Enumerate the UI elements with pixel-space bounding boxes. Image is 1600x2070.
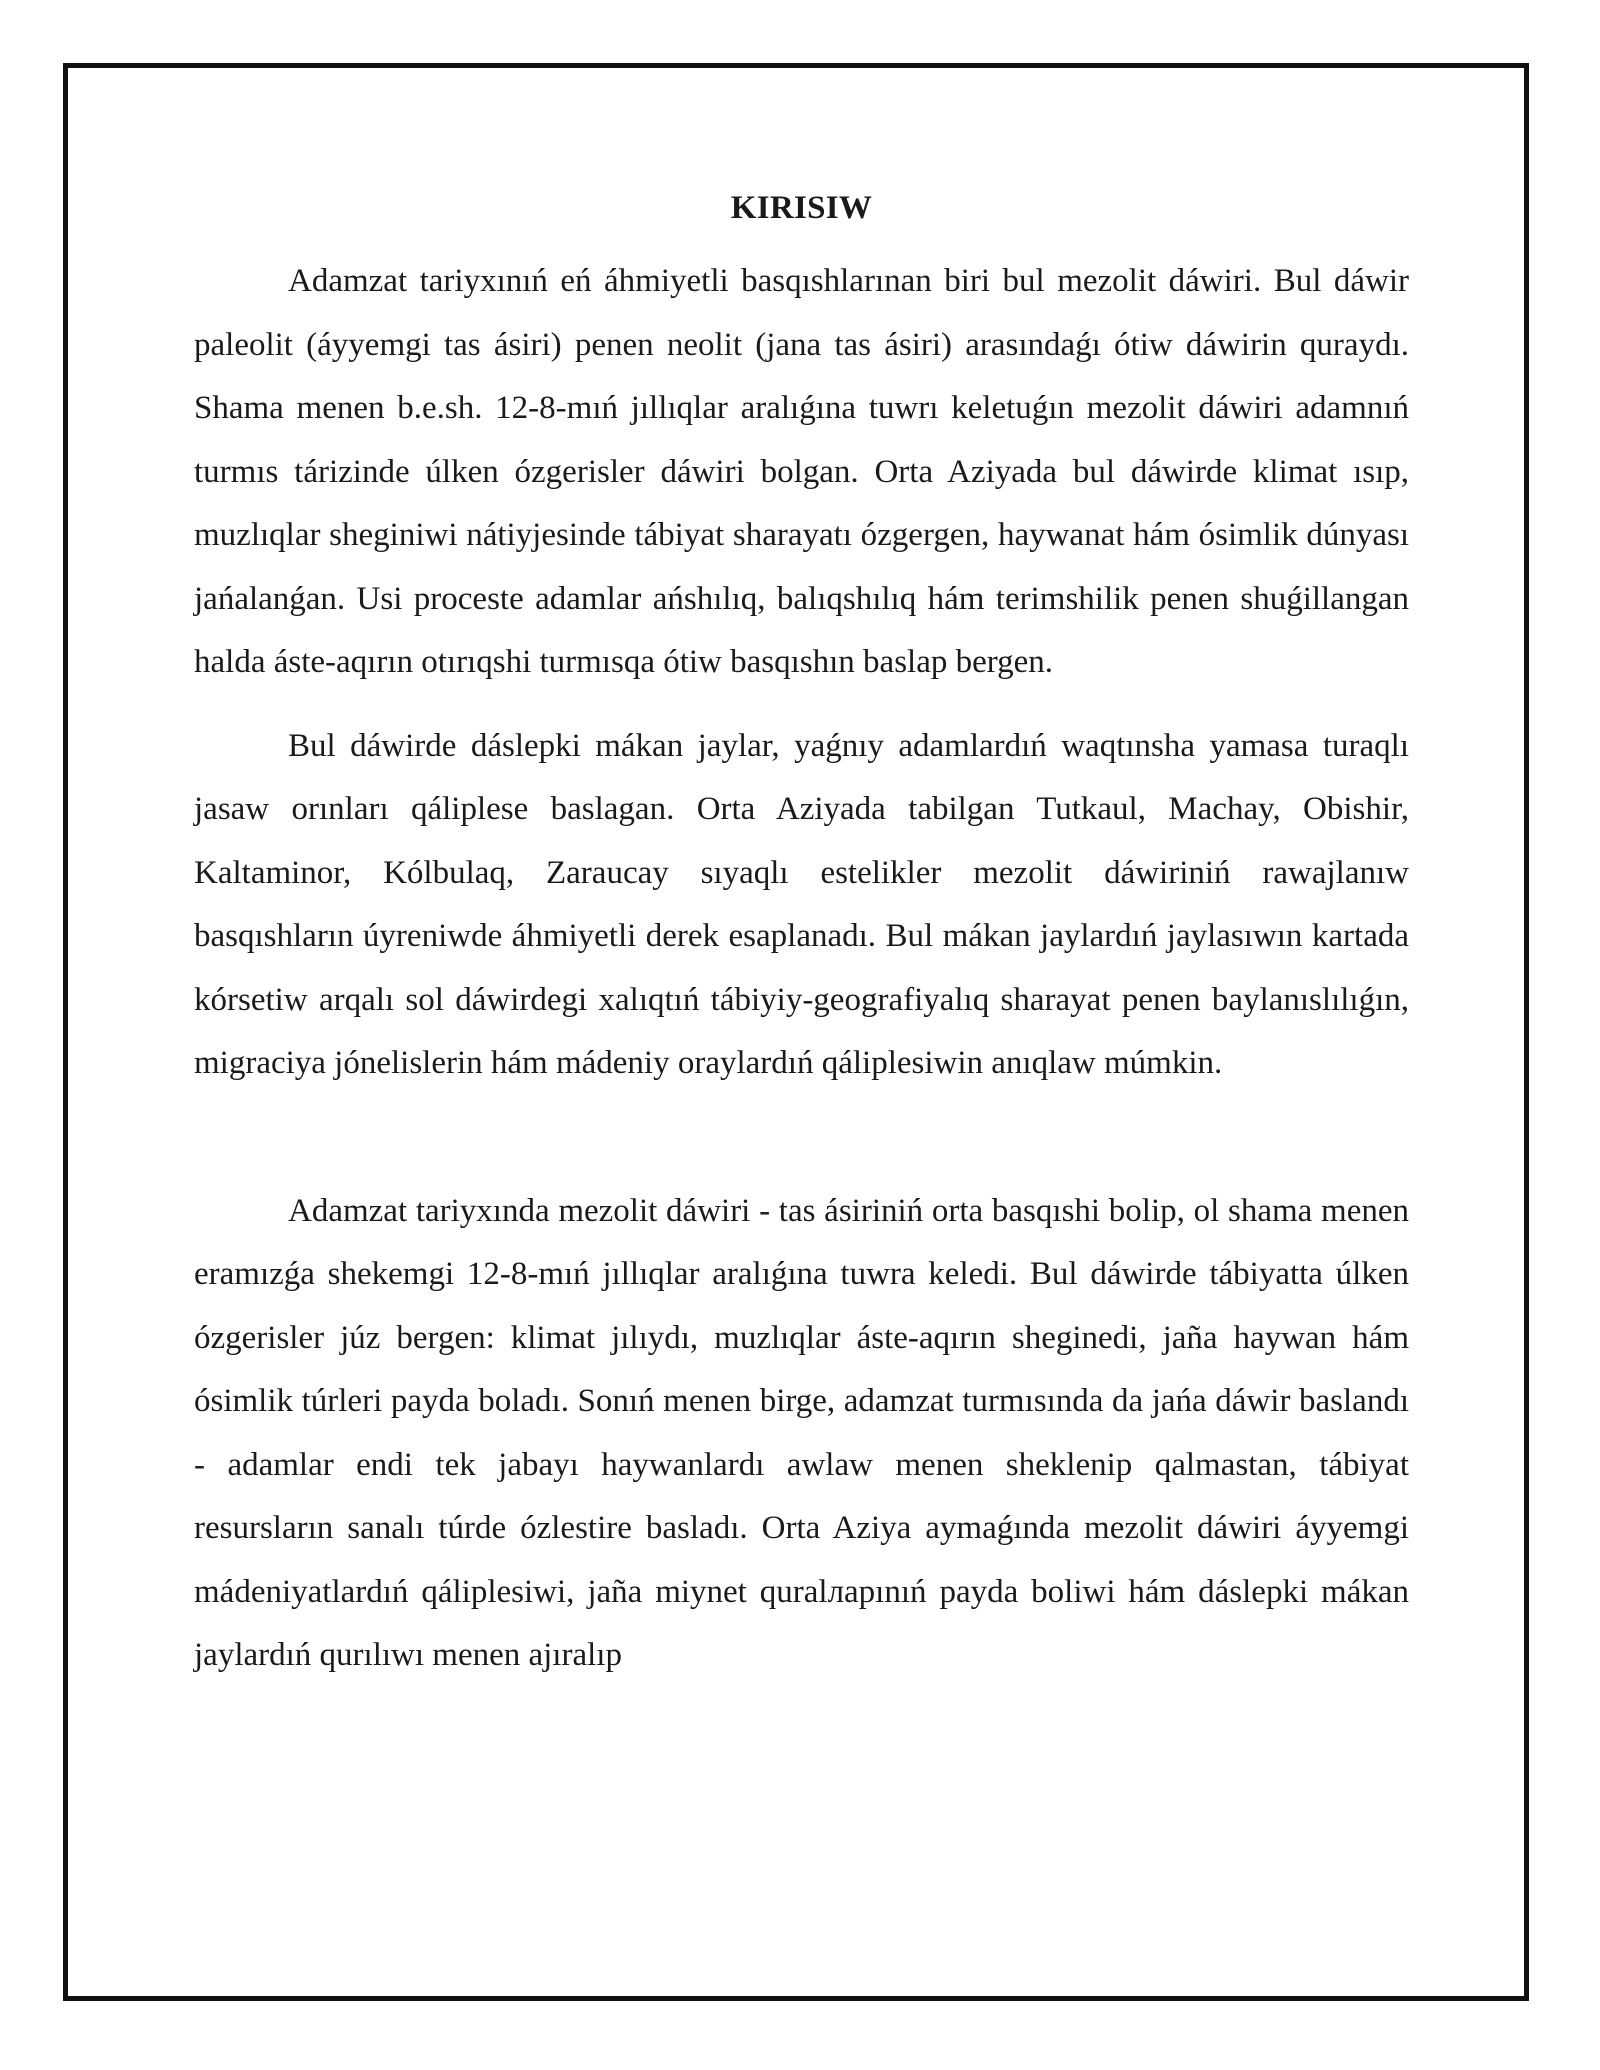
paragraph-1: Adamzat tariyxınıń eń áhmiyetli basqıshlarınan biri bul mezolit dáwiri. Bul dáwir paleolit (áyyemgi tas ásiri) penen neolit (jana tas ásiri) arasındaǵı ótiw dáwirin quraydı. Shama menen b.e.sh. 12-8-mıń jıllıqlar aralıǵına tuwrı keletuǵın mezolit dáwiri adamnıń turmıs tárizinde úlken ózgerisler dáwiri bolgan. Orta Aziyada bul dáwirde klimat ısıp, muzlıqlar sheginiwi nátiyjesinde tábiyat sharayatı ózgergen, haywanat hám ósimlik dúnyası jańalanǵan. Usi proceste adamlar ańshılıq, balıqshılıq hám terimshilik penen shuǵillangan halda áste-aqırın otırıqshi turmısqa ótiw basqıshın baslap bergen. (194, 263, 1409, 680)
paragraph-3: Adamzat tariyxında mezolit dáwiri - tas ásiriniń orta basqıshi bolip, ol shama menen eramızǵa shekemgi 12-8-mıń jıllıqlar aralıǵına tuwra keledi. Bul dáwirde tábiyatta úlken ózgerisler júz bergen: klimat jılıydı, muzlıqlar áste-aqırın sheginedi, jaña haywan hám ósimlik túrleri payda boladı. Sonıń menen birge, adamzat turmısında da jańa dáwir baslandı - adamlar endi tek jabayı haywanlardı awlaw menen sheklenip qalmastan, tábiyat resursların sanalı túrde ózlestire basladı. Orta Aziya aymaǵında mezolit dáwiri áyyemgi mádeniyatlardıń qáliplesiwi, jaña miynet quralларınıń payda boliwi hám dáslepki mákan jaylardıń qurılıwı menen ajıralıp (194, 1192, 1409, 1673)
page-title: KIRISIW (730, 190, 873, 226)
page-frame (63, 63, 1529, 2001)
paragraph-2: Bul dáwirde dáslepki mákan jaylar, yaǵnıy adamlardıń waqtınsha yamasa turaqlı jasaw orınları qáliplese baslagan. Orta Aziyada tabilgan Tutkaul, Machay, Obishir, Kaltaminor, Kólbulaq, Zaraucay sıyaqlı estelikler mezolit dáwiriniń rawajlanıw basqıshların úyreniwde áhmiyetli derek esaplanadı. Bul mákan jaylardıń jaylasıwın kartada kórsetiw arqalı sol dáwirdegi xalıqtıń tábiyiy-geografiyalıq sharayat penen baylanıslılıǵın, migraciya jónelislerin hám mádeniy oraylardıń qáliplesiwin anıqlaw múmkin. (194, 727, 1409, 1081)
document-body (194, 188, 1409, 1688)
